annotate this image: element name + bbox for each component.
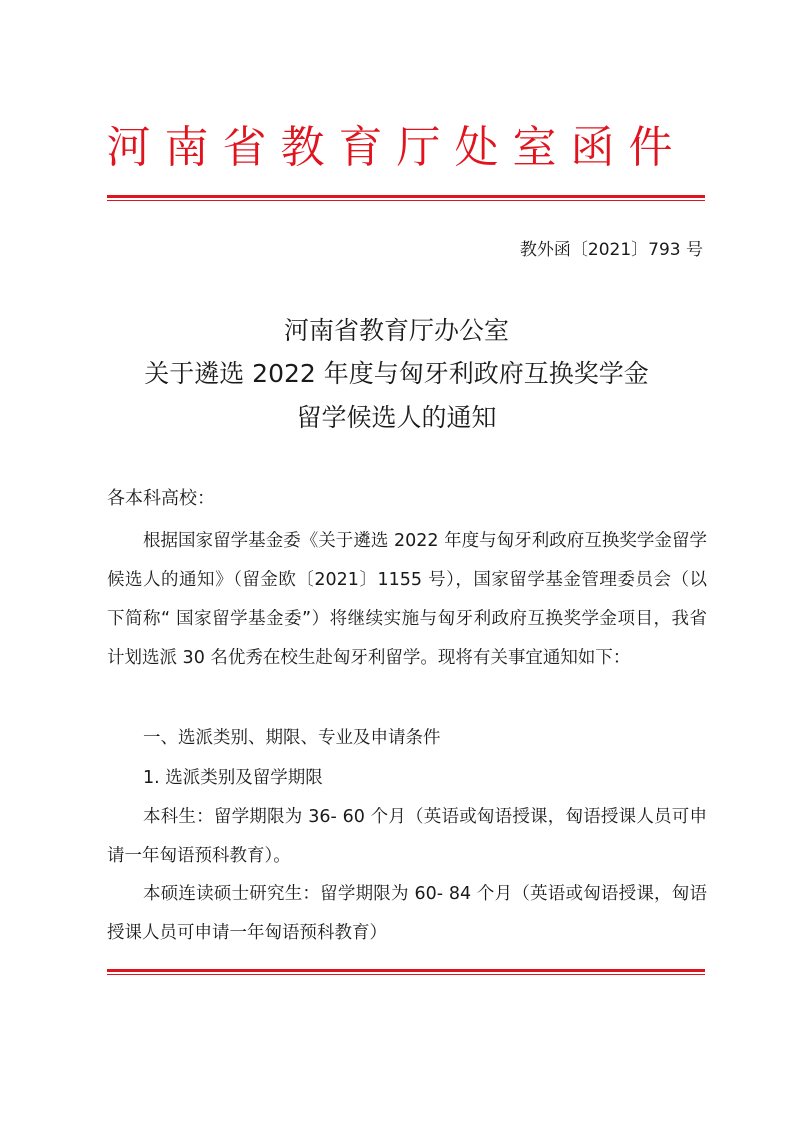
salutation: 各本科高校： (107, 488, 215, 509)
subsection-heading-1: 1. 选派类别及留学期限 (143, 768, 323, 788)
notice-title-line-3: 留学候选人的通知 (296, 403, 497, 432)
footer-divider (107, 969, 705, 975)
body-paragraph-master: 本硕连读硕士研究生：留学期限为 60- 84 个月（英语或匈语授课，匈语授课人员可申请一年匈语预科教育） (107, 884, 707, 943)
document-number: 教外函〔2021〕793 号 (519, 240, 703, 260)
section-heading-1: 一、选派类别、期限、专业及申请条件 (143, 728, 441, 748)
notice-title-line-1: 河南省教育厅办公室 (283, 316, 509, 345)
header-divider (107, 195, 705, 201)
body-paragraph-intro: 根据国家留学基金委《关于遴选 2022 年度与匈牙利政府互换奖学金留学候选人的通知》（留金欧〔2021〕1155 号），国家留学基金管理委员会（以下简称“ 国家留学基金委”）将继续实施与匈牙利政府互换奖学金项目，我省计划选派 30 名优秀在校生赴匈牙利留学。现将有关事宜通知如下： (107, 531, 707, 668)
masthead-title: 河南省教育厅处室函件 (106, 122, 687, 173)
notice-title-line-2: 关于遴选 2022 年度与匈牙利政府互换奖学金 (144, 359, 649, 388)
body-paragraph-undergraduate: 本科生：留学期限为 36- 60 个月（英语或匈语授课，匈语授课人员可申请一年匈语预科教育）。 (107, 807, 707, 866)
